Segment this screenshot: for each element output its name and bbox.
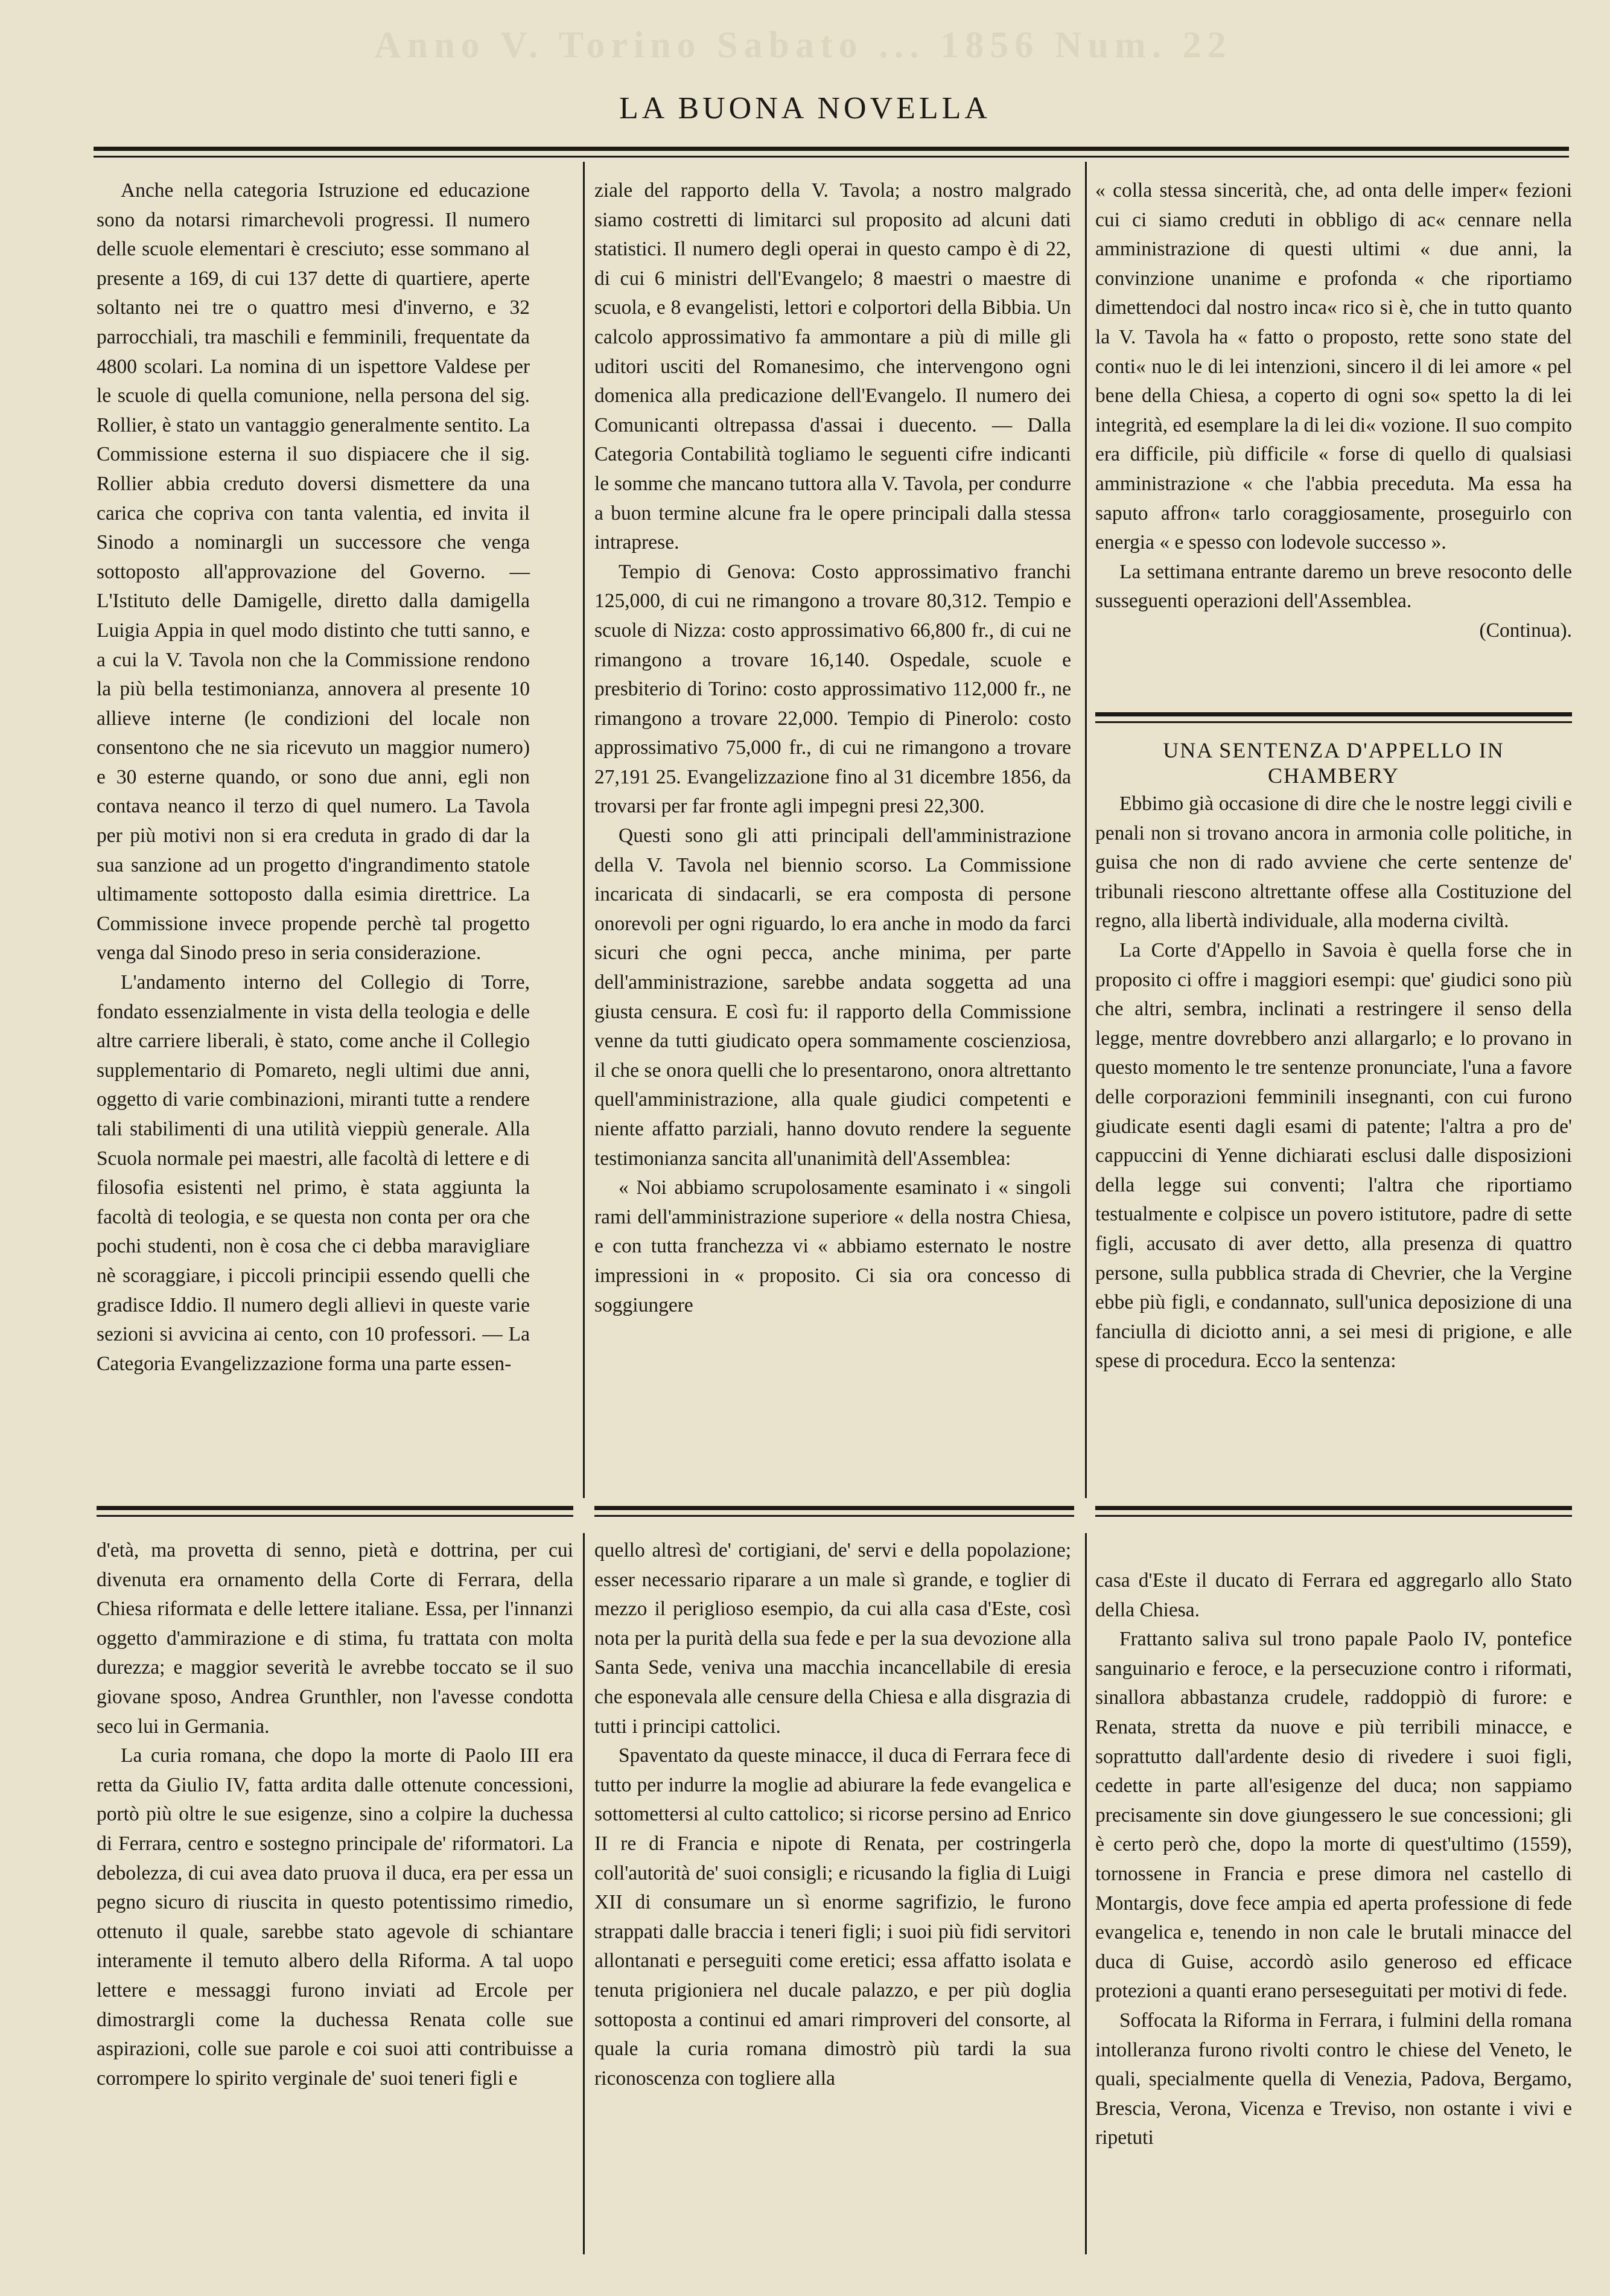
paragraph: « colla stessa sincerità, che, ad onta delle imper« fezioni cui ci siamo creduti in obbligo di ac« cennare nella amministrazione di questi ultimi « due anni, la convinzione unanime e profonda « che riportiamo dimettendoci dal nostro inca« rico si è, che in tutto quanto la V. Tavola ha « fatto o proposto, rette sono state del conti« nuo le di lei intenzioni, sincero il di lei amore « pel bene della Chiesa, a coperto di ogni so« spetto la di lei integrità, ed esemplare la di lei di« vozione. Il suo compito era difficile, più difficile « forse di quello di qualsiasi amministrazione « che l'abbia preceduta. Ma essa ha saputo affron« tarlo coraggiosamente, proseguirlo con energia « e spesso con lodevole successo ». [1095,179,1572,554]
paragraph: La Corte d'Appello in Savoia è quella forse che in proposito ci offre i maggiori esempi: que' giudici sono più che altri, sembra, inclinati a restringere il senso della legge, mentre dovrebbero anzi allargarlo; e lo provano in questo momento le tre sentenze pronunciate, l'una a favore delle corporazioni femminili insegnanti, con cui furono giudicate esenti dagli esami di patente; l'altra a pro de' cappuccini di Yenne dichiarati esclusi dalle disposizioni della legge sui conventi; l'altra che riportiamo testualmente e colpisce un povero istitutore, padre di sette figli, accusato di aver detto, alla presenza di quattro persone, sulla pubblica strada di Chevrier, che la Vergine ebbe più figli, e condannato, sull'unica deposizione di una fanciulla di diciotto anni, a sei mesi di prigione, e alle spese di procedura. Ecco la sentenza: [1095,939,1572,1373]
paragraph: La curia romana, che dopo la morte di Paolo III era retta da Giulio IV, fatta ardita dalle ottenute concessioni, portò più oltre le sue esigenze, sino a colpire la duchessa di Ferrara, centro e sostegno principale de' riformatori. La debolezza, di cui avea dato pruova il duca, era per essa un pegno sicuro di riuscita in questo potentissimo rimedio, ottenuto il quale, sarebbe stato agevole di schiantare interamente il temuto albero della Riforma. A tal uopo lettere e messaggi furono inviati ad Ercole per dimostrargli come la duchessa Renata colle sue aspirazioni, colle sue parole e coi suoi atti contribuisse a corrompere lo spirito verginale de' suoi teneri figli e [97,1744,573,2090]
article-heading: UNA SENTENZA D'APPELLO IN CHAMBERY [1163,738,1504,788]
section-rule-left [97,1506,573,1517]
paragraph: Frattanto saliva sul trono papale Paolo IV, pontefice sanguinario e feroce, e la persecuzione contro i riformati, sinallora abbastanza crudele, raddoppiò di furore: e Renata, stretta da nuove e più terribili minacce, e soprattutto dall'ardente desio di rivedere i suoi figli, cedette in parte all'esigenze del duca; non sappiamo precisamente sin dove giungessero le sue concessioni; gli è certo però che, dopo la morte di quest'ultimo (1559), tornossene in Francia e prese dimora nel castello di Montargis, dove fece ampia ed aperta professione di fede evangelica e, tenendo in non cale le brutali minacce del duca di Guise, accordò asilo generoso ed efficace protezioni a quanti erano perseseguitati per motivi di fede. [1095,1628,1572,2003]
paragraph: Tempio di Genova: Costo approssimativo franchi 125,000, di cui ne rimangono a trovare 80,312. Tempio e scuole di Nizza: costo approssimativo 66,800 fr., di cui ne rimangono a trovare 16,140. Ospedale, scuole e presbiterio di Torino: costo approssimativo 112,000 fr., ne rimangono a trovare 22,000. Tempio di Pinerolo: costo approssimativo 75,000 fr., di cui ne rimangono a trovare 27,191 25. Evangelizzazione fino al 31 dicembre 1856, da trovarsi per far fronte agli impegni presi 22,300. [594,560,1071,818]
paragraph: Questi sono gli atti principali dell'amministrazione della V. Tavola nel biennio scorso. La Commissione incaricata di sindacarli, se era composta di persone onorevoli per ogni riguardo, lo era anche in modo da farci sicuri che ogni pecca, anche minima, per parte dell'amministrazione, sarebbe andata soggetta ad una giusta censura. E così fu: il rapporto della Commissione venne da tutti giudicato opera sommamente coscienziosa, il che se onora quelli che lo presentarono, onora altrettanto quell'amministrazione, alla quale giudici competenti e niente affatto parziali, hanno dovuto rendere la seguente testimonianza sancita all'unanimità dell'Assemblea: [594,824,1071,1170]
masthead-rule [94,147,1569,158]
paragraph: Soffocata la Riforma in Ferrara, i fulmini della romana intolleranza furono rivolti contro le chiese del Veneto, le quali, specialmente quella di Venezia, Padova, Bergamo, Brescia, Verona, Vicenza e Treviso, non ostante i vivi e ripetuti [1095,2009,1572,2149]
paragraph: quello altresì de' cortigiani, de' servi e della popolazione; esser necessario riparare a un male sì grande, e toglier di mezzo il periglioso esempio, da cui alla casa d'Este, così nota per la purità della sua fede e per la sua devozione alla Santa Sede, veniva una macchia incancellabile di eresia che esponevala alle censure della Chiesa e alla disgrazia di tutti i principi cattolici. [594,1539,1071,1738]
continua-note: (Continua). [1479,619,1572,642]
masthead-title: LA BUONA NOVELLA [619,91,991,126]
top-column-3b [1095,789,1572,1376]
column-divider [583,162,585,1498]
article-rule [1095,712,1572,723]
paragraph: La settimana entrante daremo un breve resoconto delle susseguenti operazioni dell'Assemblea. [1095,560,1572,613]
paragraph: Ebbimo già occasione di dire che le nostre leggi civili e penali non si trovano ancora in armonia colle politiche, in guisa che non di rado avviene che certe sentenze de' tribunali riescono altrettante offese alla Costituzione del regno, alla libertà individuale, alla moderna civiltà. [1095,792,1572,933]
paragraph: « Noi abbiamo scrupolosamente esaminato i « singoli rami dell'amministrazione superiore « della nostra Chiesa, e con tutta franchezza vi « abbiamo esternato le nostre impressioni in « proposito. Ci sia ora concesso di soggiungere [594,1176,1071,1316]
bottom-column-3 [1095,1566,1572,2153]
column-divider [1085,162,1087,1498]
section-rule-middle [594,1506,1074,1517]
section-rule-right [1095,1506,1572,1517]
paragraph: L'andamento interno del Collegio di Torre, fondato essenzialmente in vista della teologia e delle altre carriere liberali, è stato, come anche il Collegio supplementario di Pomareto, negli ultimi due anni, oggetto di varie combinazioni, miranti tutte a rendere tali stabilimenti di una utilità vieppiù generale. Alla Scuola normale pei maestri, alle facoltà di lettere e di filosofia esistenti nel primo, è stata aggiunta la facoltà di teologia, e se questa non conta per ora che pochi studenti, non è cosa che ci debba maravigliare nè scoraggiare, i piccoli principii essendo quelli che gradisce Iddio. Il numero degli allievi in queste varie sezioni si avvicina ai cento, con 10 professori. — La Categoria Evangelizzazione forma una parte essen- [97,971,530,1375]
top-column-2 [594,176,1071,1320]
column-divider [1085,1533,1087,2254]
bleed-through-text: Anno V. Torino Sabato ... 1856 Num. 22 [374,25,1232,66]
bottom-column-2 [594,1536,1071,2093]
top-column-3 [1095,176,1572,646]
paragraph: Spaventato da queste minacce, il duca di Ferrara fece di tutto per indurre la moglie ad abiurare la fede evangelica e sottomettersi al culto cattolico; si ricorse persino ad Enrico II re di Francia e nipote di Renata, per costringerla coll'autorità de' suoi consigli; e ricusando la figlia di Luigi XII di consumare un sì enorme sagrifizio, le furono strappati dalle braccia i teneri figli; i suoi più fidi servitori allontanati e perseguiti come eretici; essa affatto isolata e tenuta prigioniera nel ducale palazzo, e per più doglia sottoposta a continui ed amari rimproveri del consorte, al quale la curia romana dimostrò più tardi la sua riconoscenza con togliere alla [594,1744,1071,2090]
top-column-1 [97,176,530,1379]
paragraph: d'età, ma provetta di senno, pietà e dottrina, per cui divenuta era ornamento della Corte di Ferrara, della Chiesa riformata e delle lettere italiane. Essa, per l'innanzi oggetto d'ammirazione e di stima, fu trattata con molta durezza; e maggior severità le avrebbe toccato se il suo giovane sposo, Andrea Grunthler, non l'avesse condotta seco lui in Germania. [97,1539,573,1738]
paragraph: casa d'Este il ducato di Ferrara ed aggregarlo allo Stato della Chiesa. [1095,1569,1572,1621]
column-divider [583,1533,585,2254]
paragraph: ziale del rapporto della V. Tavola; a nostro malgrado siamo costretti di limitarci sul proposito ad alcuni dati statistici. Il numero degli operai in questo campo è di 22, di cui 6 ministri dell'Evangelo; 8 maestri o maestre di scuola, e 8 evangelisti, lettori e colportori della Bibbia. Un calcolo approssimativo fa ammontare a più di mille gli uditori usciti del Romanesimo, che intervengono ogni domenica alla predicazione dell'Evangelo. Il numero dei Comunicanti oltrepassa d'assai i duecento. — Dalla Categoria Contabilità togliamo le seguenti cifre indicanti le somme che mancano tuttora alla V. Tavola, per condurre a buon termine alcune fra le opere principali dalla stessa intraprese. [594,179,1071,554]
bottom-column-1 [97,1536,573,2093]
paragraph: Anche nella categoria Istruzione ed educazione sono da notarsi rimarchevoli progressi. Il numero delle scuole elementari è cresciuto; esse sommano al presente a 169, di cui 137 dette di quartiere, aperte soltanto nei tre o quattro mesi d'inverno, e 32 parrocchiali, tra maschili e femminili, frequentate da 4800 scolari. La nomina di un ispettore Valdese per le scuole di quella comunione, nella persona del sig. Rollier, è stato un vantaggio generalmente sentito. La Commissione esterna il suo dispiacere che il sig. Rollier abbia creduto doversi dismettere da una carica che copriva con tanta valentia, ed invita il Sinodo a nominargli un successore che venga sottoposto all'approvazione del Governo. — L'Istituto delle Damigelle, diretto dalla damigella Luigia Appia in quel modo distinto che tutti sanno, e a cui la V. Tavola non che la Commissione rendono la più bella testimonianza, annovera al presente 10 allieve interne (le condizioni del locale non consentono che ne sia ricevuto un maggior numero) e 30 esterne quando, or sono due anni, egli non contava neanco il terzo di quel numero. La Tavola per più motivi non si era creduta in grado di dar la sua sanzione ad un progetto d'ingrandimento statole ultimamente sottoposto dalla esimia direttrice. La Commissione invece propende perchè tal progetto venga dal Sinodo preso in seria considerazione. [97,179,530,965]
